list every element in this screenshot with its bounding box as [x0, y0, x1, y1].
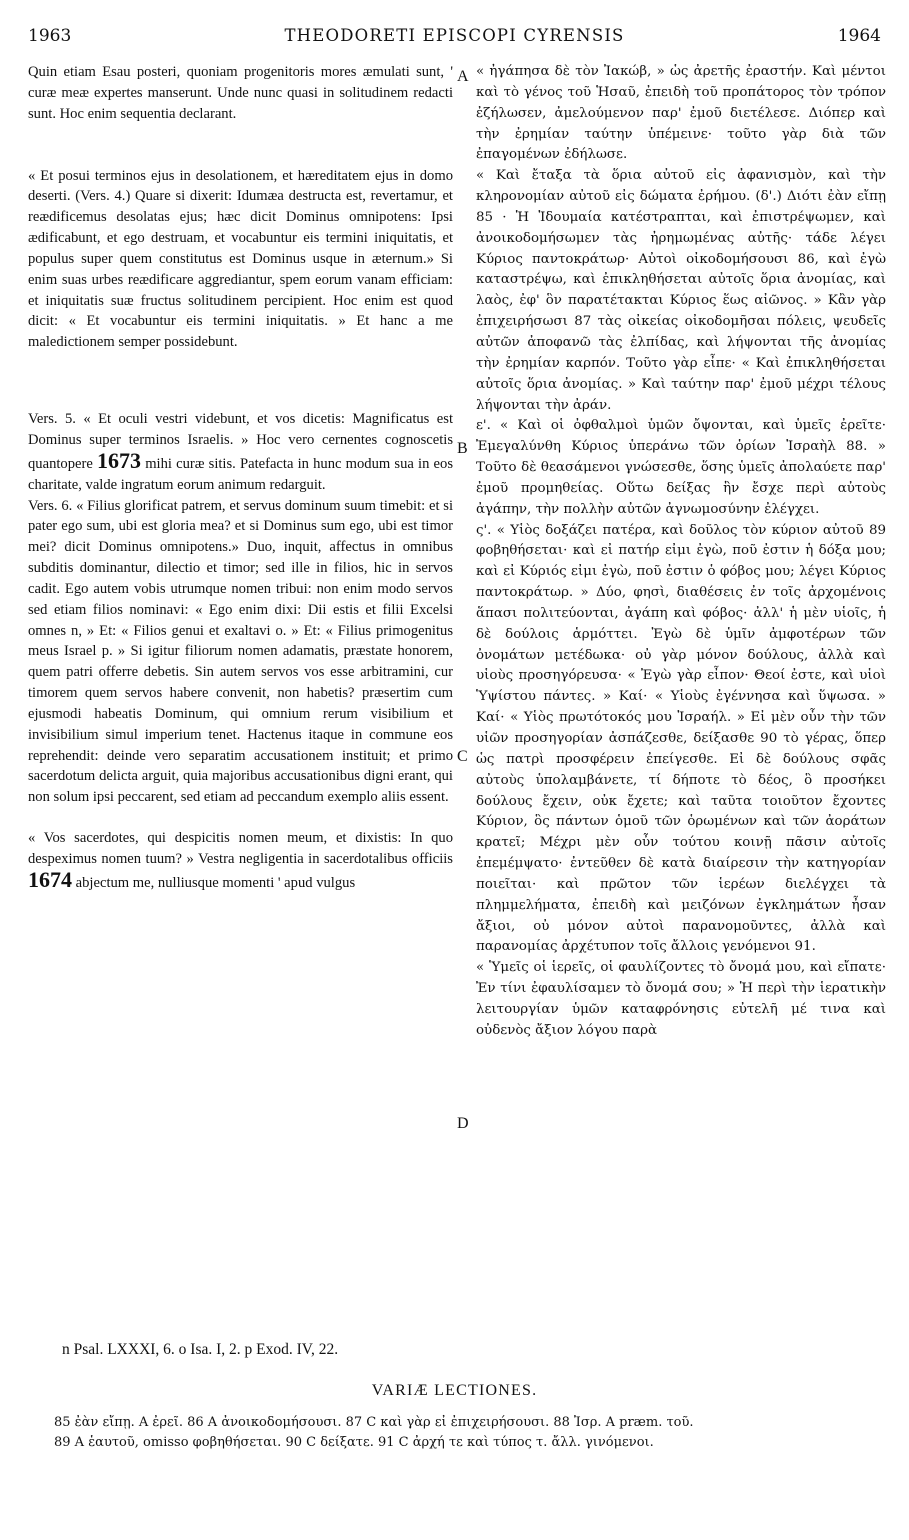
page-header: [28, 26, 881, 52]
latin-paragraph-3: [28, 409, 453, 495]
latin-paragraph-1: Quin etiam Esau posteri, quoniam progenitoris mores æmulati sunt, ' curæ meæ expertes manserunt. Unde nunc quasi in solitudinem redacti sunt. Hoc enim sequentia declarant.: [28, 64, 453, 122]
latin-column: [28, 62, 453, 894]
latin-paragraph-3-text-a: Vers. 5. « Et oculi vestri videbunt, et vos dicetis: Magnificatus est Dominus super terminos Israelis. » Hoc vero cernentes cognoscetis quantopere: [28, 411, 453, 472]
latin-paragraph-5-text-a: « Vos sacerdotes, qui despicitis nomen meum, et dixistis: In quo despeximus nomen tuum? » Vestra negligentia in sacerdotalibus officiis: [28, 830, 453, 867]
latin-paragraph-4: Vers. 6. « Filius glorificat patrem, et servus dominum suum timebit: et si pater ego sum, ubi est gloria mea? et si Dominus sum ego, ubi est timor mei? dicit Dominus omnipotens.» Duo, inquit, affectus in omnibus subditis dominantur, dilectio et timor; sed ille in filios, hic in servos cadit. Ego autem vobis utrumque nomen tribui: non enim modo servos sed etiam filios nominavi: « Ego enim dixi: Dii estis et filii Excelsi omnes n, » Et: « Filios genui et exaltavi o. » Et: « Filius primogenitus meus Israel p. » Si igitur filiorum nomen adamatis, præstate honorem, quem patri offerre debetis. Sin autem servos vos esse arbitramini, cur timorem quem servos habere convenit, non habetis? præsertim cum ejusmodi habeatis Dominum, qui omnium rerum visibilium et invisibilium simul imperium tenet. Hactenus itaque in commune eos reprehendit: deinde vero separatim accusationem instituit; et primo sacerdotum delicta arguit, quia majoribus accusationibus digni erant, qui non solum ipsi peccarent, sed etiam ad peccandum exemplo aliis essent.: [28, 497, 453, 806]
margin-marker-a: A: [457, 68, 469, 85]
column-number-1673: 1673: [97, 447, 142, 473]
latin-paragraph-5-text-b: abjectum me, nulliusque momenti ' apud vulgus: [75, 874, 356, 891]
margin-marker-c: C: [457, 748, 468, 765]
scripture-footnotes: n Psal. LXXXI, 6. o Isa. I, 2. p Exod. IV, 22.: [62, 1341, 339, 1358]
greek-paragraph-5: « Ὑμεῖς οἱ ἱερεῖς, οἱ φαυλίζοντες τὸ ὄνομά μου, καὶ εἴπατε· Ἐν τίνι ἐφαυλίσαμεν τὸ ὄνομά σου; » Ἡ περὶ τὴν ἱερατικὴν λειτουργίαν ὑμῶν καταφρόνησις εὐτελῆ μέ τινα καὶ οὐδενὸς ἄξιον λόγου παρὰ: [476, 960, 886, 1038]
greek-paragraph-3: ε'. « Καὶ οἱ ὀφθαλμοὶ ὑμῶν ὄψονται, καὶ ὑμεῖς ἐρεῖτε· Ἐμεγαλύνθη Κύριος ὑπεράνω τῶν ὁρίων Ἰσραὴλ 88. » Τοῦτο δὲ θεασάμενοι γνώσεσθε, ὅσης ὑμεῖς ἀπολαύετε παρ' ἐμοῦ προμηθείας. Οὕτω δείξας ἣν ἔσχε περὶ αὐτοὺς ἀγάπην, τὴν πολλὴν αὐτῶν ἀγνωμοσύνην ἐλέγχει.: [476, 418, 886, 517]
margin-marker-d: D: [457, 1115, 469, 1132]
variant-readings-line-1: 85 ἐὰν εἴπῃ. A ἐρεῖ. 86 A ἀνοικοδομήσουσι. 87 C καὶ γὰρ εἰ ἐπιχειρήσουσι. 88 Ἰσρ. A præm. τοῦ.: [54, 1415, 694, 1430]
running-title: THEODORETI EPISCOPI CYRENSIS: [284, 26, 625, 45]
greek-paragraph-1: « ἠγάπησα δὲ τὸν Ἰακώβ, » ὡς ἀρετῆς ἐραστήν. Καὶ μέντοι καὶ τὸ γένος τοῦ Ἡσαῦ, ἐπειδὴ τοῦ προπάτορος τὸν τρόπον ἐζήλωσεν, ἀμελούμενον παρ' ἐμοῦ διετέλεσε. Διόπερ καὶ τὴν ἐρημίαν ταύτην ὑπέμεινε· τοῦτο γὰρ διὰ τῶν ἐπαγομένων ἐδήλωσε.: [476, 64, 886, 163]
latin-paragraph-2: « Et posui terminos ejus in desolationem, et hæreditatem ejus in domo deserti. (Vers. 4.) Quare si dixerit: Idumæa destructa est, revertamur, et reædificemus desolatas ejus; hæc dicit Dominus omnipotens: Ipsi ædificabunt, et ego destruam, et vocabuntur eis termini iniquitatis, et populus super quem constitutus est Dominus usque in æternum.» Si enim suas urbes reædificare aggrediantur, spem eorum vanam efficiam: et iniquitatis suæ fructus solitudinem percipient. Hoc enim est quod dicit: « Et vocabuntur eis termini iniquitatis. » Et hanc a me maledictionem semper possidebunt.: [28, 167, 453, 351]
page-number-right: 1964: [837, 26, 881, 46]
variae-lectiones-heading: VARIÆ LECTIONES.: [371, 1382, 538, 1399]
column-number-1674: 1674: [28, 866, 72, 892]
greek-column: [476, 62, 886, 1042]
greek-paragraph-2: « Καὶ ἔταξα τὰ ὅρια αὐτοῦ εἰς ἀφανισμὸν, καὶ τὴν κληρονομίαν αὐτοῦ εἰς δώματα ἐρήμου. (δ'.) Διότι ἐὰν εἴπῃ 85 · Ἡ Ἰδουμαία κατέστραπται, καὶ ἐπιστρέψωμεν, καὶ ἀνοικοδομήσωμεν τὰς ἠρημωμένας αὐτῆς· τάδε λέγει Κύριος παντοκράτωρ· Αὐτοὶ οἰκοδομήσουσι 86, καὶ ἐγὼ καταστρέψω, καὶ ἐπικληθήσεται αὐτοῖς ὅρια ἀνομίας, καὶ λαὸς, ἐφ' ὃν παρατέτακται Κύριος ἕως αἰῶνος. » Κἂν γὰρ ἐπιχειρήσωσι 87 τὰς οἰκείας οἰκοδομῆσαι πόλεις, ψευδεῖς αὐτῶν ἀποφανῶ τὰς ἐλπίδας, καὶ λήψονται τῆς ἀνομίας τὴν ἐρημίαν καρπόν. Τοῦτο γὰρ εἶπε· « Καὶ ἐπικληθήσεται αὐτοῖς ὅρια ἀνομίας. » Καὶ ταύτην παρ' ἐμοῦ μέχρι τέλους λήψονται τὴν ἀράν.: [476, 168, 886, 413]
latin-paragraph-3-text-b: mihi curæ sitis. Patefacta in hunc modum sua in eos charitate, valde ingratum eorum animum redarguit.: [28, 455, 453, 493]
greek-paragraph-4: ς'. « Υἱὸς δοξάζει πατέρα, καὶ δοῦλος τὸν κύριον αὐτοῦ 89 φοβηθήσεται· καὶ εἰ πατήρ εἰμι ἐγὼ, ποῦ ἐστιν ἡ δόξα μου; καὶ εἰ Κύριός εἰμι ἐγὼ, ποῦ ἐστιν ὁ φόβος μου; λέγει Κύριος παντοκράτωρ. » Δύο, φησὶ, διαθέσεις ἐν τοῖς ἀρχομένοις ἅπασι πολιτεύονται, ἀγάπη καὶ φόβος· ἀλλ' ἡ μὲν υἱοῖς, ἡ δὲ δούλοις ἁρμόττει. Ἐγὼ δὲ ὑμῖν ἀμφοτέρων τῶν ὀνομάτων μετέδωκα· οὐ γὰρ μόνον δούλους, ἀλλὰ καὶ υἱοὺς προσηγόρευσα· « Ἐγὼ γὰρ εἶπον· Θεοί ἐστε, καὶ υἱοὶ Ὑψίστου πάντες. » Καί· « Υἱοὺς ἐγέννησα καὶ ὕψωσα. » Καί· « Υἱὸς πρωτότοκός μου Ἰσραήλ. » Εἰ μὲν οὖν τὴν τῶν υἱῶν προσηγορίαν ἀσπάζεσθε, δείξασθε 90 τὸ γέρας, ὅπερ ὡς πατρὶ προσφέρειν ἐπείγεσθε. Εἰ δὲ δούλους σφᾶς αὐτοὺς ὑπολαμβάνετε, τί δήποτε τὸ δέος, ὃ προσήκει δούλους ἔχειν, οὐκ ἔχετε; καὶ ταῦτα τοιοῦτον ἔχοντες Κύριον, ὃς πάντων ὁμοῦ τῶν ὁρωμένων καὶ τῶν ἀοράτων κρατεῖ; Μέχρι μὲν οὖν τούτου κοινῇ πᾶσιν αὐτοῖς ἐπεμέμψατο· ἐντεῦθεν δὲ κατὰ διαίρεσιν τὴν κατηγορίαν ποιεῖται· καὶ πρῶτον τῶν ἱερέων διελέγχει τὰ πλημμελήματα, ἐπειδὴ καὶ μειζόνων ἐγκλημάτων ἦσαν ἄξιοι, οὐ μόνον αὐτοὶ παρανομοῦντες, ἀλλὰ καὶ παρανομίας ἀρχέτυπον τοῖς ἄλλοις γενόμενοι 91.: [476, 522, 886, 955]
variant-readings-line-2: 89 A ἑαυτοῦ, omisso φοβηθήσεται. 90 C δείξατε. 91 C ἀρχή τε καὶ τύπος τ. ἄλλ. γινόμενοι.: [54, 1435, 654, 1450]
page-number-left: 1963: [28, 26, 72, 46]
margin-marker-b: B: [457, 440, 468, 457]
latin-paragraph-5: [28, 828, 453, 894]
